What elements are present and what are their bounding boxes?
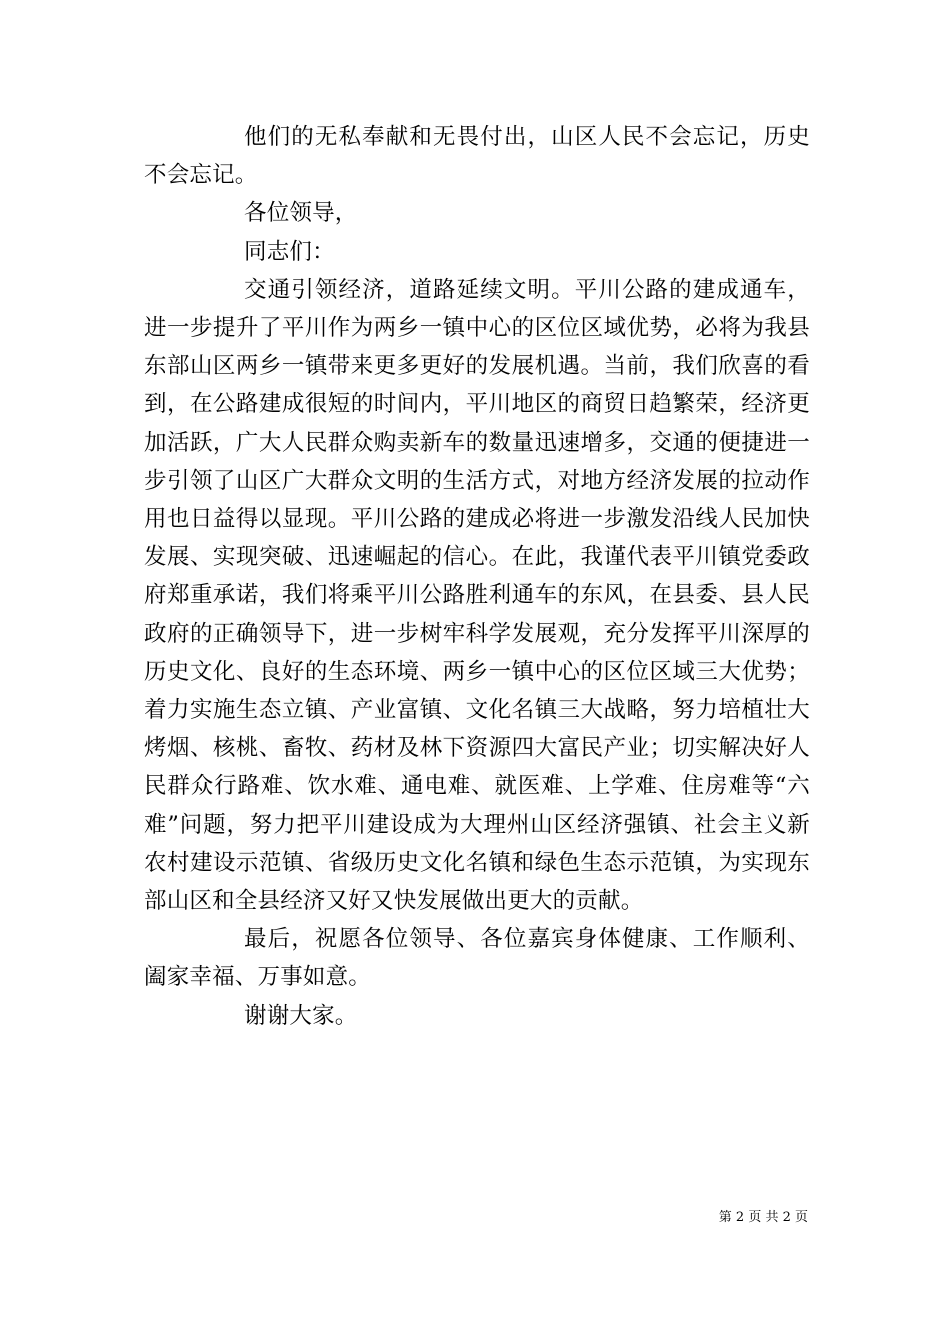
salutation-comrades: 同志们： (244, 238, 335, 265)
paragraph-thanks: 谢谢大家。 (244, 1002, 358, 1029)
page-number-footer: 第 2 页 共 2 页 (718, 1210, 808, 1225)
document-body (144, 118, 810, 1035)
salutation-leaders: 各位领导， (244, 200, 358, 227)
paragraph-main-body: 交通引领经济，道路延续文明。平川公路的建成通车，进一步提升了平川作为两乡一镇中心的区位区域优势，必将为我县东部山区两乡一镇带来更多更好的发展机遇。当前，我们欣喜的看到，在公路建成很短的时间内，平川地区的商贸日趋繁荣，经济更加活跃，广大人民群众购卖新车的数量迅速增多，交通的便捷进一步引领了山区广大群众文明的生活方式，对地方经济发展的拉动作用也日益得以显现。平川公路的建成必将进一步激发沿线人民加快发展、实现突破、迅速崛起的信心。在此，我谨代表平川镇党委政府郑重承诺，我们将乘平川公路胜利通车的东风，在县委、县人民政府的正确领导下，进一步树牢科学发展观，充分发挥平川深厚的历史文化、良好的生态环境、两乡一镇中心的区位区域三大优势；着力实施生态立镇、产业富镇、文化名镇三大战略，努力培植壮大烤烟、核桃、畜牧、药材及林下资源四大富民产业；切实解决好人民群众行路难、饮水难、通电难、就医难、上学难、住房难等“六难”问题，努力把平川建设成为大理州山区经济强镇、社会主义新农村建设示范镇、省级历史文化名镇和绿色生态示范镇，为实现东部山区和全县经济又好又快发展做出更大的贡献。 (144, 276, 810, 915)
paragraph-best-wishes: 最后，祝愿各位领导、各位嘉宾身体健康、工作顺利、阖家幸福、万事如意。 (144, 926, 810, 991)
paragraph-closing-tribute: 他们的无私奉献和无畏付出，山区人民不会忘记，历史不会忘记。 (144, 124, 810, 189)
